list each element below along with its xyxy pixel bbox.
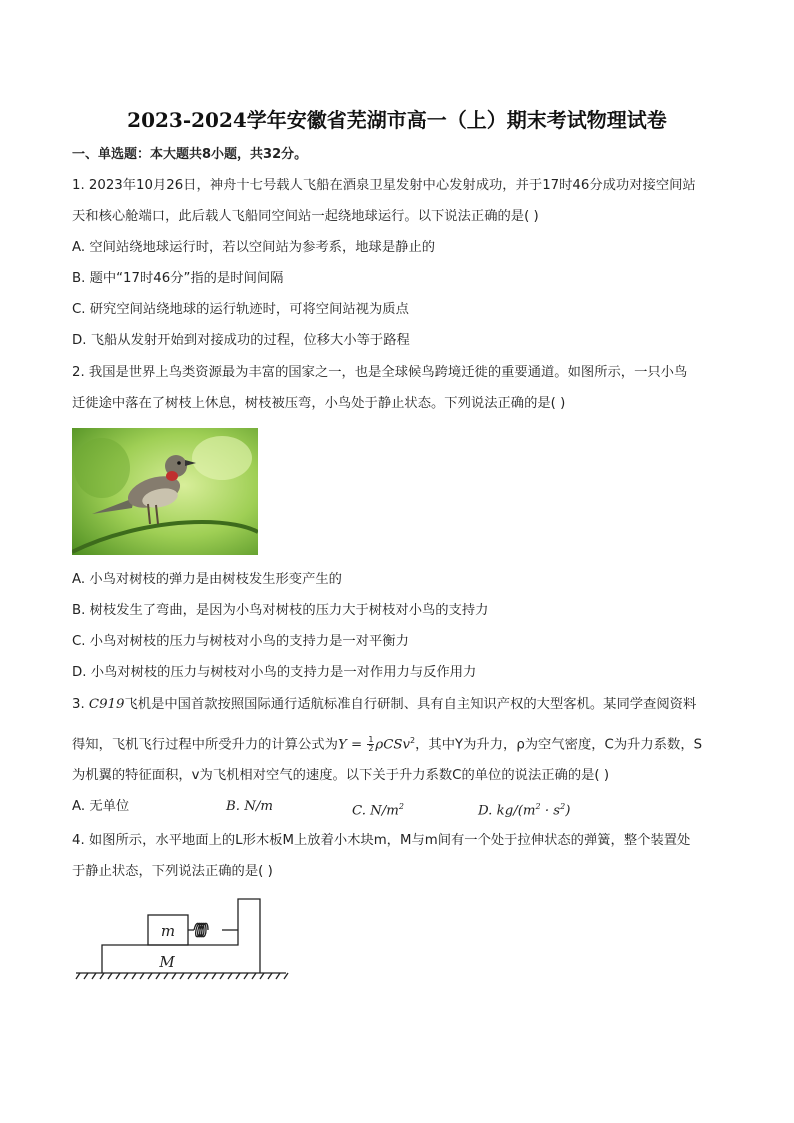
q3-formula-fraction [367,736,374,753]
spring-block-diagram [72,893,292,983]
q3-option-d [478,797,570,821]
q3-stem-line2 [72,731,732,755]
page-title: 2023-2024学年安徽省芜湖市高一（上）期末考试物理试卷 [127,108,667,132]
q4-stem-line1: 4. 如图所示，水平地面上的L形木板M上放着小木块m，M与m间有一个处于拉伸状态的弹簧，整个装置处 [72,833,691,848]
q4-stem-line2: 于静止状态，下列说法正确的是( ) [72,864,273,879]
q2-option-d: D. 小鸟对树枝的压力与树枝对小鸟的支持力是一对作用力与反作用力 [72,665,477,680]
board-M-label: M [159,953,175,971]
q3-option-d-text: D. kg/(m [478,803,536,819]
q1-option-b: B. 题中“17时46分”指的是时间间隔 [72,271,284,286]
q1-option-d: D. 飞船从发射开始到对接成功的过程，位移大小等于路程 [72,333,410,348]
q1-stem-line1: 1. 2023年10月26日，神舟十七号载人飞船在酒泉卫星发射中心发射成功，并于17时46分成功对接空间站 [72,178,696,193]
section-heading: 一、单选题：本大题共8小题，共32分。 [72,147,308,162]
q3-option-b: B. N/m [226,799,273,814]
q3-line1-text: 飞机是中国首款按照国际通行适航标准自行研制、具有自主知识产权的大型客机。某同学查阅资料 [124,697,697,712]
q3-stem-line1 [72,695,732,715]
q3-option-a: A. 无单位 [72,799,130,814]
q3-formula-rhs: ρCSv [375,737,411,753]
q2-stem-line1: 2. 我国是世界上鸟类资源最为丰富的国家之一，也是全球候鸟跨境迁徙的重要通道。如图所示，一只小鸟 [72,365,688,380]
q2-option-a: A. 小鸟对树枝的弹力是由树枝发生形变产生的 [72,572,342,587]
q3-line2-lead: 得知，飞机飞行过程中所受升力的计算公式为 [72,737,338,753]
q3-stem-line3: 为机翼的特征面积，v为飞机相对空气的速度。以下关于升力系数C的单位的说法正确的是( ) [72,768,610,783]
q2-option-b: B. 树枝发生了弯曲，是因为小鸟对树枝的压力大于树枝对小鸟的支持力 [72,603,489,618]
q3-aircraft-model: C919 [88,697,125,712]
q3-formula-exponent: 2 [410,736,416,745]
q3-option-d-exp2: 2 [560,802,566,811]
q3-number: 3. [72,697,89,712]
q2-option-c: C. 小鸟对树枝的压力与树枝对小鸟的支持力是一对平衡力 [72,634,409,649]
q3-option-c [352,797,404,821]
q3-option-d-mid: · s [540,803,561,819]
q3-option-d-close: ) [565,803,571,819]
fraction-numerator: 1 [368,734,374,744]
block-m-label: m [160,922,176,940]
q3-option-d-exp1: 2 [535,802,541,811]
q3-option-c-text: C. N/m [352,803,399,819]
q1-option-a: A. 空间站绕地球运行时，若以空间站为参考系，地球是静止的 [72,240,436,255]
q3-line2-text: ，其中Y为升力，ρ为空气密度，C为升力系数，S [415,737,703,753]
fraction-denominator: 2 [368,743,374,753]
q3-formula-lhs: Y = [337,737,367,753]
q1-stem-line2: 天和核心舱端口，此后载人飞船同空间站一起绕地球运行。以下说法正确的是( ) [72,209,539,224]
q2-stem-line2: 迁徙途中落在了树枝上休息，树枝被压弯，小鸟处于静止状态。下列说法正确的是( ) [72,396,566,411]
q1-option-c: C. 研究空间站绕地球的运行轨迹时，可将空间站视为质点 [72,302,409,317]
bird-on-branch-photo [72,428,258,555]
q3-option-c-exp: 2 [398,802,404,811]
